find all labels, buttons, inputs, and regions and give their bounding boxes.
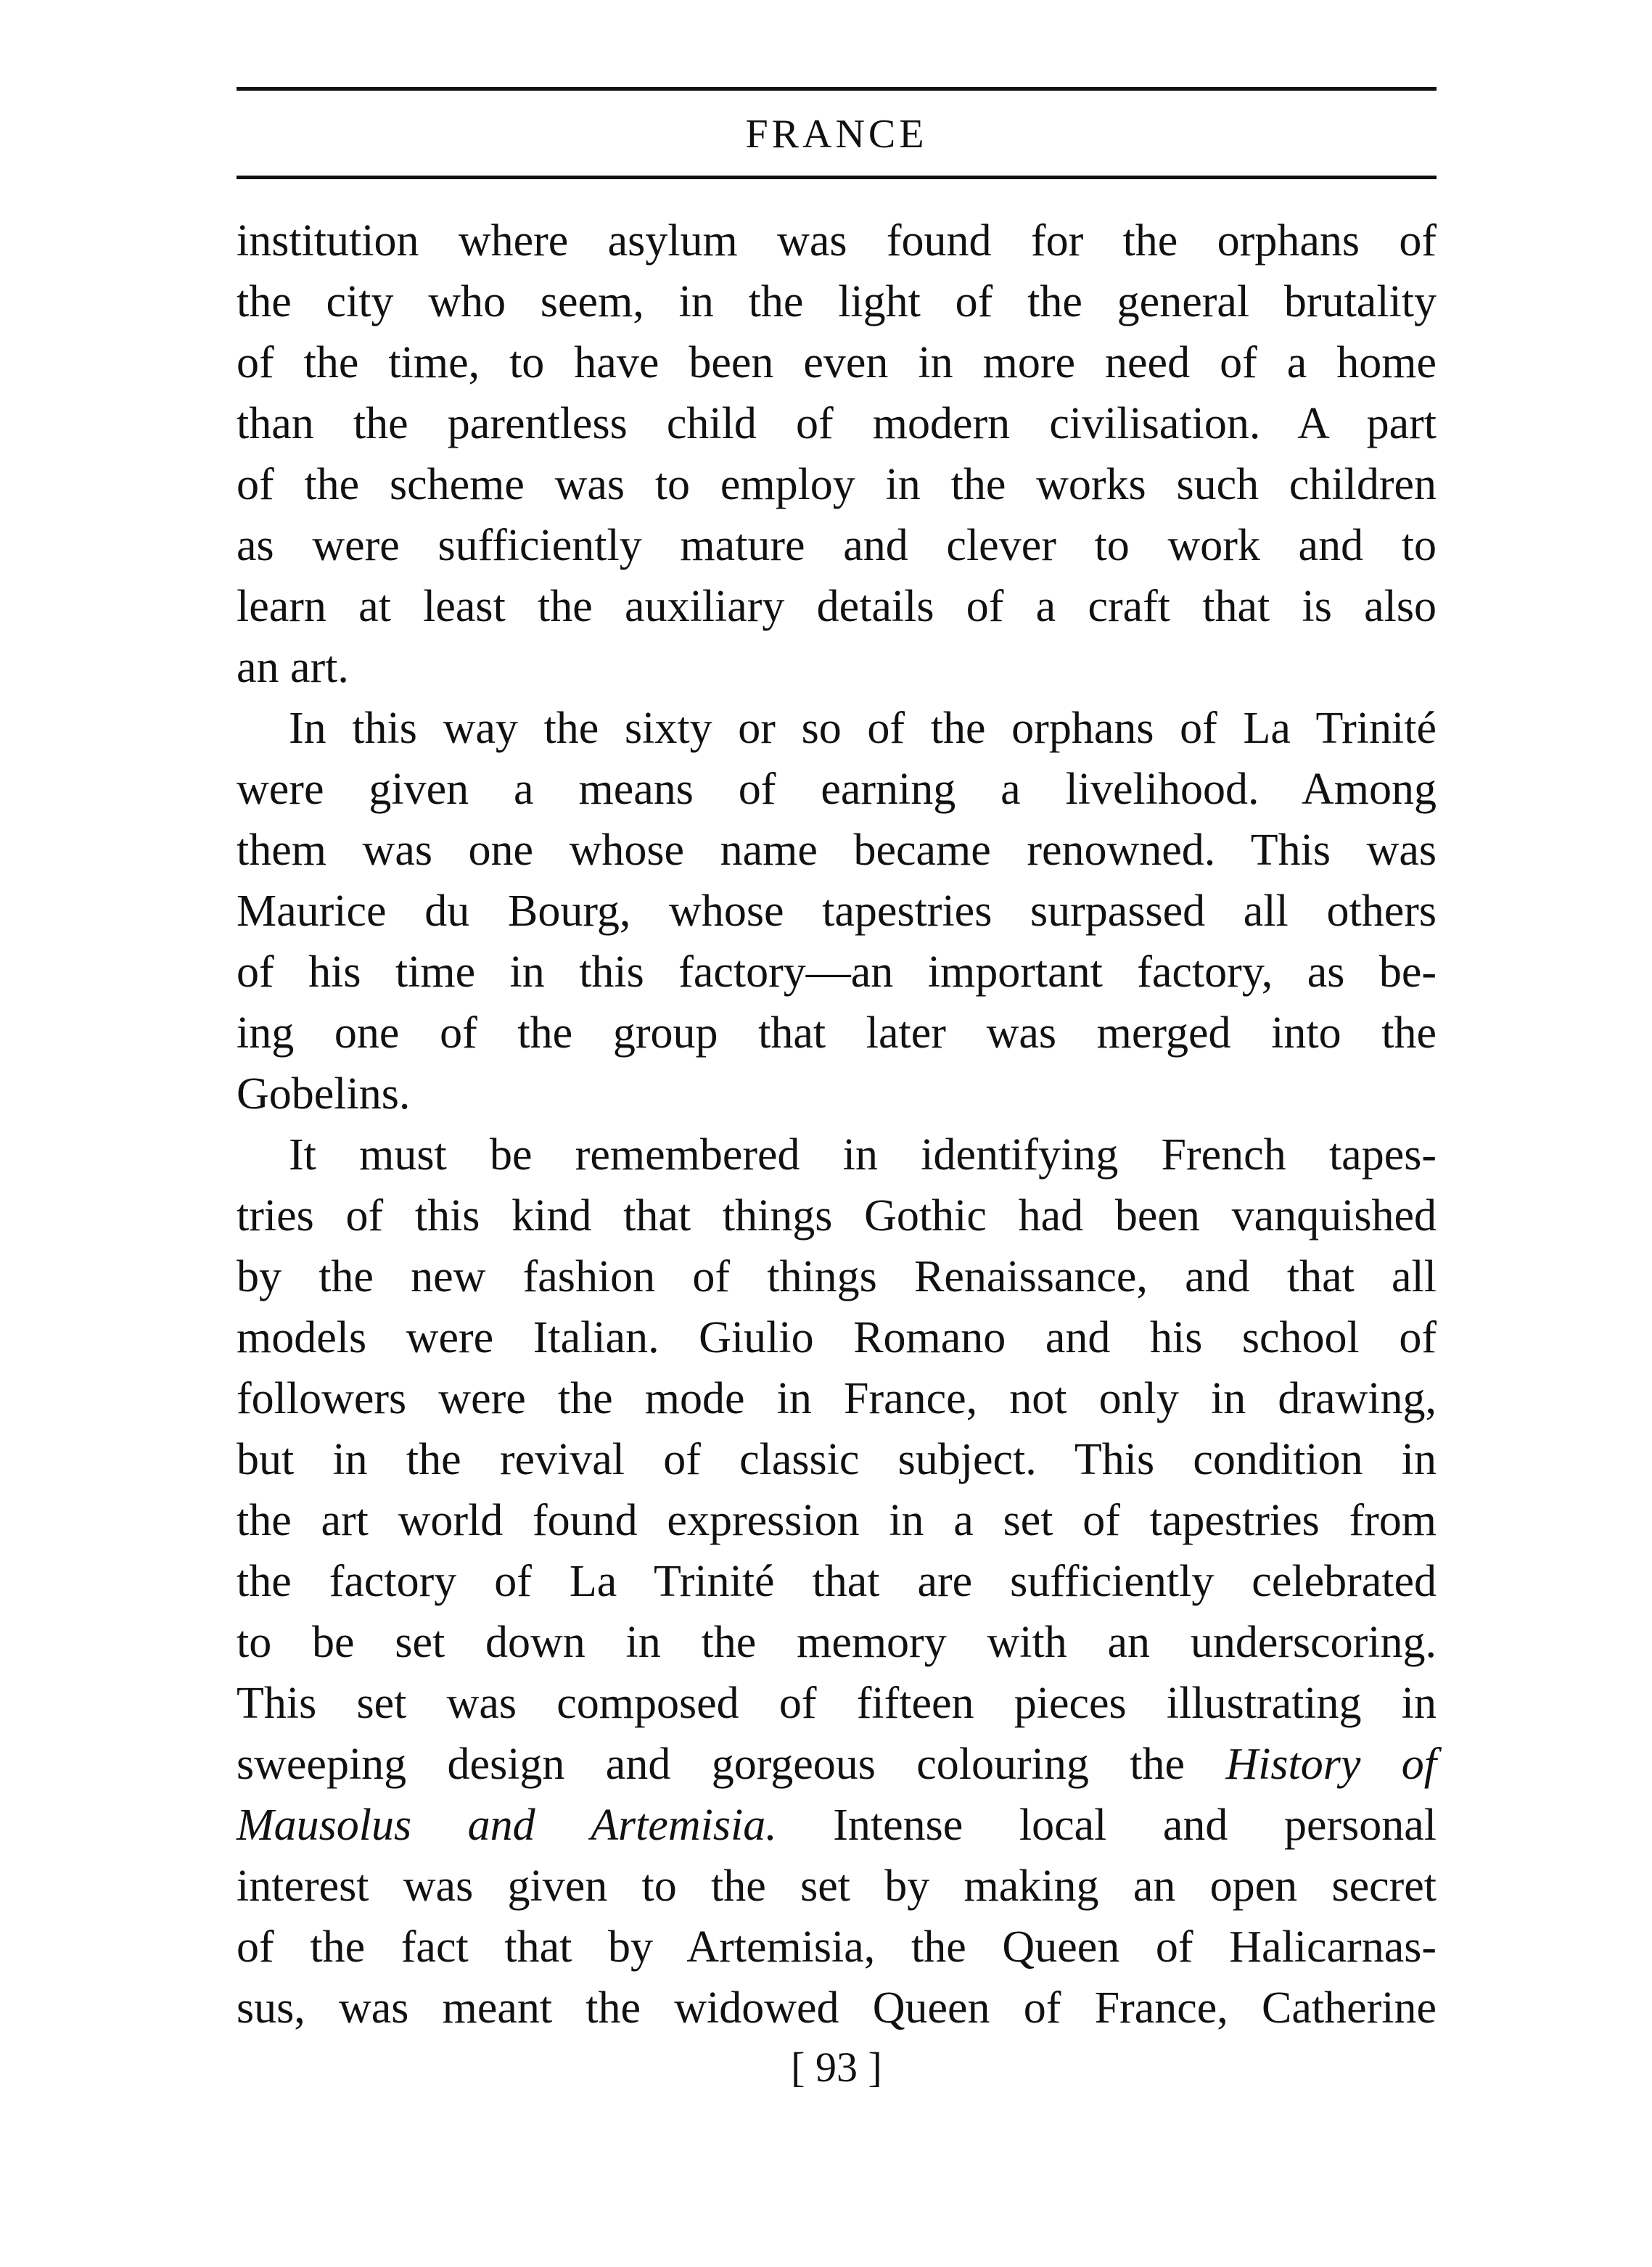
text-line: to be set down in the memory with an underscoring. [237,1618,1437,1667]
text-line [237,1734,1437,1795]
text-line: by the new fashion of things Renaissance, and that all [237,1252,1437,1301]
text-line: tries of this kind that things Gothic had been vanquished [237,1191,1437,1241]
text-line [237,1795,1437,1856]
header-rule-bottom [237,176,1437,179]
text-line: ing one of the group that later was merged into the [237,1008,1437,1058]
text-line: It must be remembered in identifying French tapes- [289,1130,1437,1180]
text-line: of the scheme was to employ in the works such children [237,460,1437,509]
text-line: Maurice du Bourg, whose tapestries surpassed all others [237,886,1437,936]
paragraph [237,698,1437,1124]
paragraph [237,210,1437,698]
text-line: interest was given to the set by making an open secret [237,1861,1437,1911]
text-line: learn at least the auxiliary details of a craft that is also [237,582,1437,631]
header-rule-top [237,87,1437,91]
text-line: the factory of La Trinité that are sufficiently celebrated [237,1557,1437,1606]
text-line: as were sufficiently mature and clever to work and to [237,521,1437,570]
text-line: sus, was meant the widowed Queen of France, Catherine [237,1983,1437,2033]
page-number: [ 93 ] [791,2044,882,2091]
text-line: them was one whose name became renowned. This was [237,826,1437,875]
text-line: than the parentless child of modern civilisation. A part [237,399,1437,448]
text-line: of the fact that by Artemisia, the Queen of Halicarnas- [237,1922,1437,1972]
text-line: followers were the mode in France, not only in drawing, [237,1374,1437,1423]
paragraph [237,1124,1437,2038]
text-line: Gobelins. [237,1069,411,1119]
text-line: of his time in this factory—an important factory, as be- [237,947,1437,997]
text-line: models were Italian. Giulio Romano and his school of [237,1313,1437,1362]
italic-title: History of [1225,1740,1437,1789]
running-head: FRANCE [745,112,928,157]
text-line: institution where asylum was found for the orphans of [237,216,1437,266]
text-run: Intense local and personal [776,1801,1437,1850]
text-line: of the time, to have been even in more need of a home [237,338,1437,387]
body-text [237,210,1437,2038]
text-line: an art. [237,643,349,692]
text-line: were given a means of earning a livelihood. Among [237,765,1437,814]
text-run: sweeping design and gorgeous colouring the [237,1740,1226,1789]
text-line: the art world found expression in a set of tapestries from [237,1496,1437,1545]
text-line: In this way the sixty or so of the orphans of La Trinité [289,704,1437,753]
text-line: the city who seem, in the light of the general brutality [237,277,1437,326]
italic-title: Mausolus and Artemisia. [237,1801,777,1850]
text-line: This set was composed of fifteen pieces illustrating in [237,1679,1437,1728]
book-page [237,0,1437,2267]
text-line: but in the revival of classic subject. This condition in [237,1435,1437,1484]
